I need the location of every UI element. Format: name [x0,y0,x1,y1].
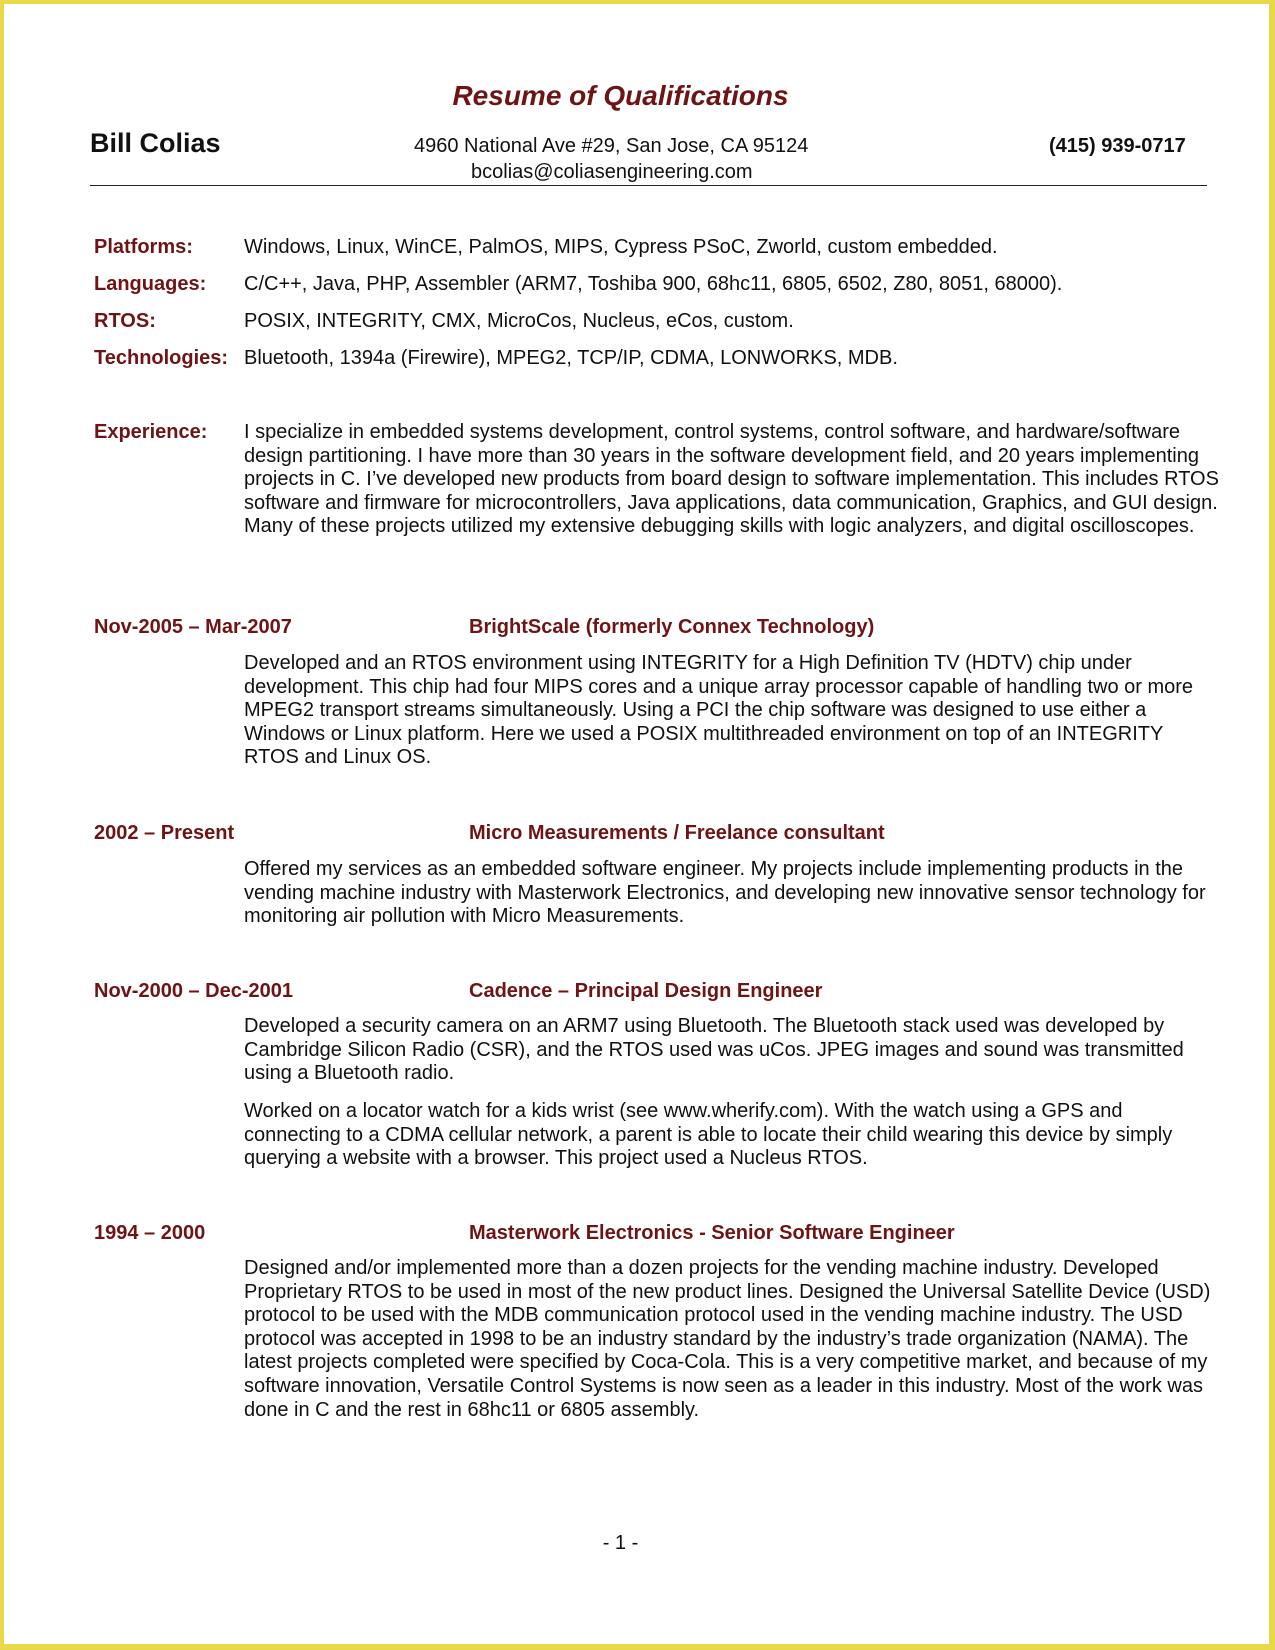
contact-phone: (415) 939-0717 [1049,135,1186,157]
job-description: Designed and/or implemented more than a dozen projects for the vending machine industry. Developed Proprietary RTOS to be used in most of the new product lines. Designed the Universal Satellite Device (USD) protocol to be used with the MDB communication protocol used in the vending machine industry. The USD protocol was accepted in 1998 to be an industry standard by the industry’s trade organization (NAMA). The latest projects completed were specified by Coca-Cola. This is a very competitive market, and because of my software innovation, Versatile Control Systems is now seen as a leader in this industry. Most of the work was done in C and the rest in 68hc11 or 6805 assembly. [244,1257,1211,1421]
languages-value: C/C++, Java, PHP, Assembler (ARM7, Toshiba 900, 68hc11, 6805, 6502, Z80, 8051, 68000). [244,273,1063,295]
job-company: Micro Measurements / Freelance consultant [469,822,885,844]
contact-address: 4960 National Ave #29, San Jose, CA 95124 [414,135,809,157]
technologies-label: Technologies: [94,347,229,369]
job-dates: 1994 – 2000 [94,1222,206,1244]
rtos-value: POSIX, INTEGRITY, CMX, MicroCos, Nucleus, eCos, custom. [244,310,794,332]
experience-summary: I specialize in embedded systems development, control systems, control software, and hardware/software design partitioning. I have more than 30 years in the software development field, and 20 years implementing projects in C. I’ve developed new products from board design to software implementation. This includes RTOS software and firmware for microcontrollers, Java applications, data communication, Graphics, and GUI design. Many of these projects utilized my extensive debugging skills with logic analyzers, and digital oscilloscopes. [244,421,1219,538]
platforms-label: Platforms: [94,236,193,258]
job-description: Offered my services as an embedded software engineer. My projects include implementing products in the vending machine industry with Masterwork Electronics, and developing new innovative sensor technology for monitoring air pollution with Micro Measurements. [244,858,1206,928]
job-description: Developed and an RTOS environment using INTEGRITY for a High Definition TV (HDTV) chip under development. This chip had four MIPS cores and a unique array processor capable of handling two or more MPEG2 transport streams simultaneously. Using a PCI the chip software was designed to use either a Windows or Linux platform. Here we used a POSIX multithreaded environment on top of an INTEGRITY RTOS and Linux OS. [244,652,1194,769]
job-company: Cadence – Principal Design Engineer [469,980,823,1002]
job-dates: Nov-2005 – Mar-2007 [94,616,292,638]
job-dates: Nov-2000 – Dec-2001 [94,980,294,1002]
contact-email: bcolias@coliasengineering.com [471,161,753,183]
experience-label: Experience: [94,421,208,443]
page-number: - 1 - [602,1532,639,1554]
document-title: Resume of Qualifications [452,80,789,111]
job-description: Worked on a locator watch for a kids wrist (see www.wherify.com). With the watch using a GPS and connecting to a CDMA cellular network, a parent is able to locate their child wearing this device by simply querying a website with a browser. This project used a Nucleus RTOS. [244,1100,1173,1170]
platforms-value: Windows, Linux, WinCE, PalmOS, MIPS, Cypress PSoC, Zworld, custom embedded. [244,236,998,258]
header-divider [90,185,1207,186]
candidate-name: Bill Colias [90,128,221,158]
rtos-label: RTOS: [94,310,156,332]
job-description: Developed a security camera on an ARM7 using Bluetooth. The Bluetooth stack used was developed by Cambridge Silicon Radio (CSR), and the RTOS used was uCos. JPEG images and sound was transmitted using a Bluetooth radio. [244,1015,1184,1085]
job-company: BrightScale (formerly Connex Technology) [469,616,875,638]
resume-page [4,4,1269,1644]
technologies-value: Bluetooth, 1394a (Firewire), MPEG2, TCP/IP, CDMA, LONWORKS, MDB. [244,347,898,369]
job-company: Masterwork Electronics - Senior Software Engineer [469,1222,955,1244]
job-dates: 2002 – Present [94,822,235,844]
languages-label: Languages: [94,273,207,295]
